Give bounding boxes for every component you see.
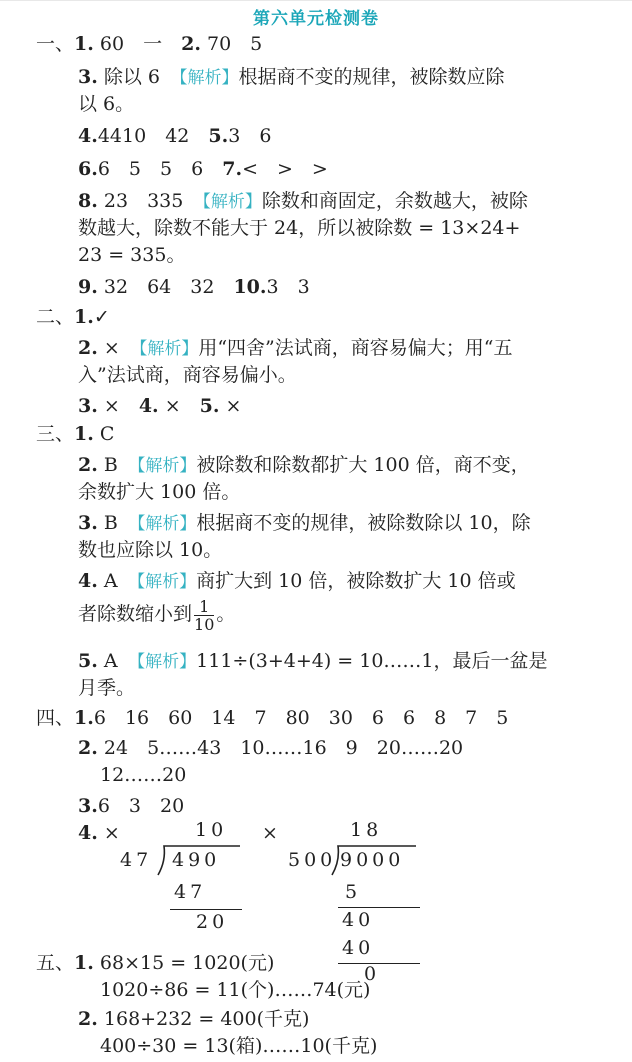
section-2-line-3: 3. × 4. × 5. × bbox=[78, 395, 242, 417]
section-3-line-2: 2. B 【解析】被除数和除数都扩大 100 倍，商不变， bbox=[78, 454, 530, 476]
section-5-line-2: 2. 168+232 = 400(千克) bbox=[78, 1008, 310, 1030]
section-4-cross-2: × bbox=[262, 822, 278, 844]
section-4-line-3: 3.6 3 20 bbox=[78, 795, 185, 817]
division-2-step-1: 5 bbox=[345, 881, 362, 903]
division-2-remainder: 0 bbox=[364, 963, 381, 985]
section-5-line-2b: 400÷30 = 13(箱)……10(千克) bbox=[100, 1035, 378, 1057]
analysis-tag: 【解析】 bbox=[136, 456, 197, 476]
analysis-tag: 【解析】 bbox=[202, 192, 262, 212]
section-2-line-1: 二、1.✓ bbox=[36, 306, 110, 328]
section-3-line-3b: 数也应除以 10。 bbox=[78, 539, 223, 561]
section-4-line-4: 4. × bbox=[78, 822, 120, 844]
division-2-step-3: 40 bbox=[342, 937, 375, 959]
fraction: $\frac{1}{10}$ bbox=[194, 596, 215, 634]
section-1-line-1: 一、1. 60 一 2. 70 5 bbox=[36, 33, 263, 55]
analysis-tag: 【解析】 bbox=[179, 68, 239, 88]
section-2-line-2b: 入”法试商，商容易偏小。 bbox=[78, 364, 297, 386]
section-4-line-2: 2. 24 5……43 10……16 9 20……20 bbox=[78, 737, 464, 759]
section-2-line-2: 2. × 【解析】用“四舍”法试商，商容易偏大；用“五 bbox=[78, 337, 513, 359]
page-title: 第六单元检测卷 bbox=[253, 9, 379, 29]
division-1-quotient: 10 bbox=[195, 819, 228, 841]
section-1-line-8b: 数越大，除数不能大于 24，所以被除数 = 13×24+ bbox=[78, 217, 521, 239]
division-2-dividend: 9000 bbox=[340, 849, 405, 871]
section-3-line-3: 3. B 【解析】根据商不变的规律，被除数除以 10，除 bbox=[78, 512, 531, 534]
section-1-line-9: 9. 32 64 32 10.3 3 bbox=[78, 276, 310, 298]
section-5-line-1: 五、1. 68×15 = 1020(元) bbox=[36, 952, 275, 974]
section-label: 一、 bbox=[36, 33, 75, 55]
section-3-line-4b: 者除数缩小到 $\frac{1}{10}$ 。 bbox=[78, 596, 236, 634]
division-1-divisor: 47 bbox=[120, 849, 153, 871]
section-4-line-1: 四、1.6 16 60 14 7 80 30 6 6 8 7 5 bbox=[36, 707, 509, 729]
section-4-line-2b: 12……20 bbox=[100, 764, 187, 786]
division-1-subtract: 47 bbox=[174, 881, 207, 903]
section-label: 四、 bbox=[36, 707, 75, 729]
division-2-step-2: 40 bbox=[342, 909, 375, 931]
section-label: 二、 bbox=[36, 306, 75, 328]
section-label: 五、 bbox=[36, 952, 75, 974]
section-3-line-1: 三、1. C bbox=[36, 423, 115, 445]
section-1-line-8: 8. 23 335 【解析】除数和商固定，余数越大，被除 bbox=[78, 190, 528, 212]
section-1-line-3b: 以 6。 bbox=[78, 93, 135, 115]
division-1-rule bbox=[170, 909, 242, 910]
analysis-tag: 【解析】 bbox=[136, 652, 197, 672]
division-2-quotient: 18 bbox=[350, 819, 383, 841]
analysis-tag: 【解析】 bbox=[136, 572, 197, 592]
section-3-line-2b: 余数扩大 100 倍。 bbox=[78, 481, 241, 503]
section-3-line-5: 5. A 【解析】111÷(3+4+4) = 10……1，最后一盆是 bbox=[78, 650, 548, 672]
section-3-line-5b: 月季。 bbox=[78, 677, 136, 699]
section-1-line-8c: 23 = 335。 bbox=[78, 244, 186, 266]
section-3-line-4: 4. A 【解析】商扩大到 10 倍，被除数扩大 10 倍或 bbox=[78, 570, 516, 592]
section-1-line-3: 3. 除以 6 【解析】根据商不变的规律，被除数应除 bbox=[78, 66, 505, 88]
section-label: 三、 bbox=[36, 423, 75, 445]
section-5-line-1b: 1020÷86 = 11(个)……74(元) bbox=[100, 979, 371, 1001]
section-1-line-4: 4.4410 42 5.3 6 bbox=[78, 125, 272, 147]
analysis-tag: 【解析】 bbox=[138, 339, 199, 359]
section-1-line-6: 6.6 5 5 6 7.< > > bbox=[78, 158, 328, 180]
division-2-divisor: 500 bbox=[288, 849, 337, 871]
division-1-dividend: 490 bbox=[172, 849, 221, 871]
division-1-remainder: 20 bbox=[196, 911, 229, 933]
division-2-rule-1 bbox=[338, 907, 420, 908]
analysis-tag: 【解析】 bbox=[136, 514, 197, 534]
